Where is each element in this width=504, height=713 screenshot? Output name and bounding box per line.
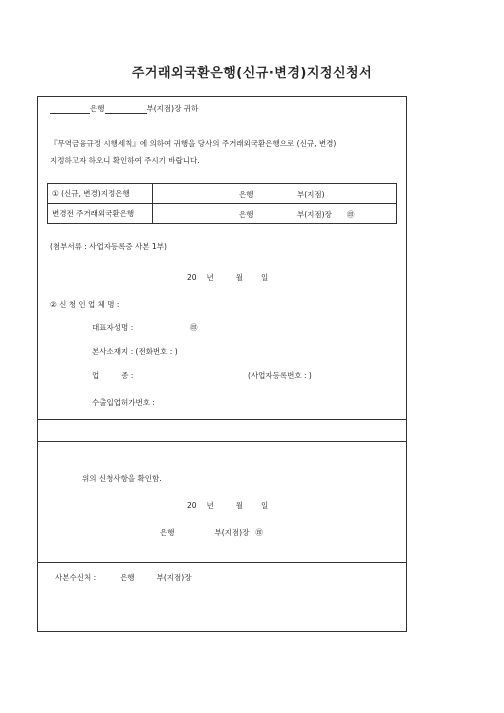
divider-copy [37, 562, 407, 563]
copy-branch-label: 부(지점)장 [156, 573, 192, 582]
confirm-text: 위의 신청사항을 확인함. [82, 474, 162, 483]
addressee-branch-label: 부(지점)장 귀하 [146, 104, 199, 113]
representative-seal-icon: ㊞ [190, 323, 198, 332]
confirm-branch-label: 부(지점)장 [214, 528, 250, 537]
addressee-line [50, 103, 198, 114]
document-title: 주거래외국환은행(신규·변경)지정신청서 [131, 66, 373, 81]
branch-label: 부(지점)장 [297, 210, 332, 219]
table-value-cell[interactable] [153, 184, 397, 204]
business-reg-field: (사업자등록번호 : ) [248, 371, 312, 380]
divider-bottom [37, 441, 407, 442]
table-value-cell[interactable] [153, 204, 397, 224]
bank-label: 은행 [239, 190, 254, 199]
representative-field: 대표자성명 : [92, 323, 134, 332]
confirm-bank-label: 은행 [160, 528, 175, 537]
table-label-cell: 변경전 주거래외국환은행 [48, 204, 153, 224]
branch-label: 부(지점) [297, 190, 325, 199]
business-type-field: 업 종 : [92, 371, 134, 380]
table-label-cell: ① (신규, 변경)지정은행 [48, 184, 153, 204]
addressee-bank-label: 은행 [90, 104, 105, 113]
copy-recipient [55, 572, 191, 583]
confirm-date: 20 년 월 일 [187, 501, 269, 510]
table-row [48, 204, 397, 224]
bank-table [47, 183, 397, 224]
intro-line-1: 『무역금융규정 시행세칙』에 의하여 귀행을 당사의 주거래외국환은행으로 (신규, 변경) [50, 139, 337, 148]
copy-label: 사본수신처 : [55, 573, 97, 582]
confirm-bank-line [160, 527, 263, 538]
attachment-note: (첨부서류 : 사업자등록증 사본 1부) [50, 242, 167, 251]
confirm-seal-icon: ㊞ [255, 528, 263, 537]
address-field: 본사소재지 : (전화번호 : ) [92, 347, 178, 356]
seal-mark-icon: ㊞ [347, 210, 355, 219]
table-row [48, 184, 397, 204]
bank-label: 은행 [239, 210, 254, 219]
applicant-heading: ② 신 청 인 업 체 명 : [50, 300, 120, 309]
divider-top [37, 419, 407, 420]
trade-permit-field: 수출입업허가번호 : [92, 398, 155, 407]
branch-name-blank[interactable] [105, 104, 147, 114]
intro-line-2: 지정하고자 하오니 확인하여 주시기 바랍니다. [50, 156, 200, 165]
form-frame [37, 96, 407, 632]
application-date: 20 년 월 일 [187, 273, 269, 282]
copy-bank-label: 은행 [120, 573, 135, 582]
bank-name-blank[interactable] [50, 104, 90, 114]
